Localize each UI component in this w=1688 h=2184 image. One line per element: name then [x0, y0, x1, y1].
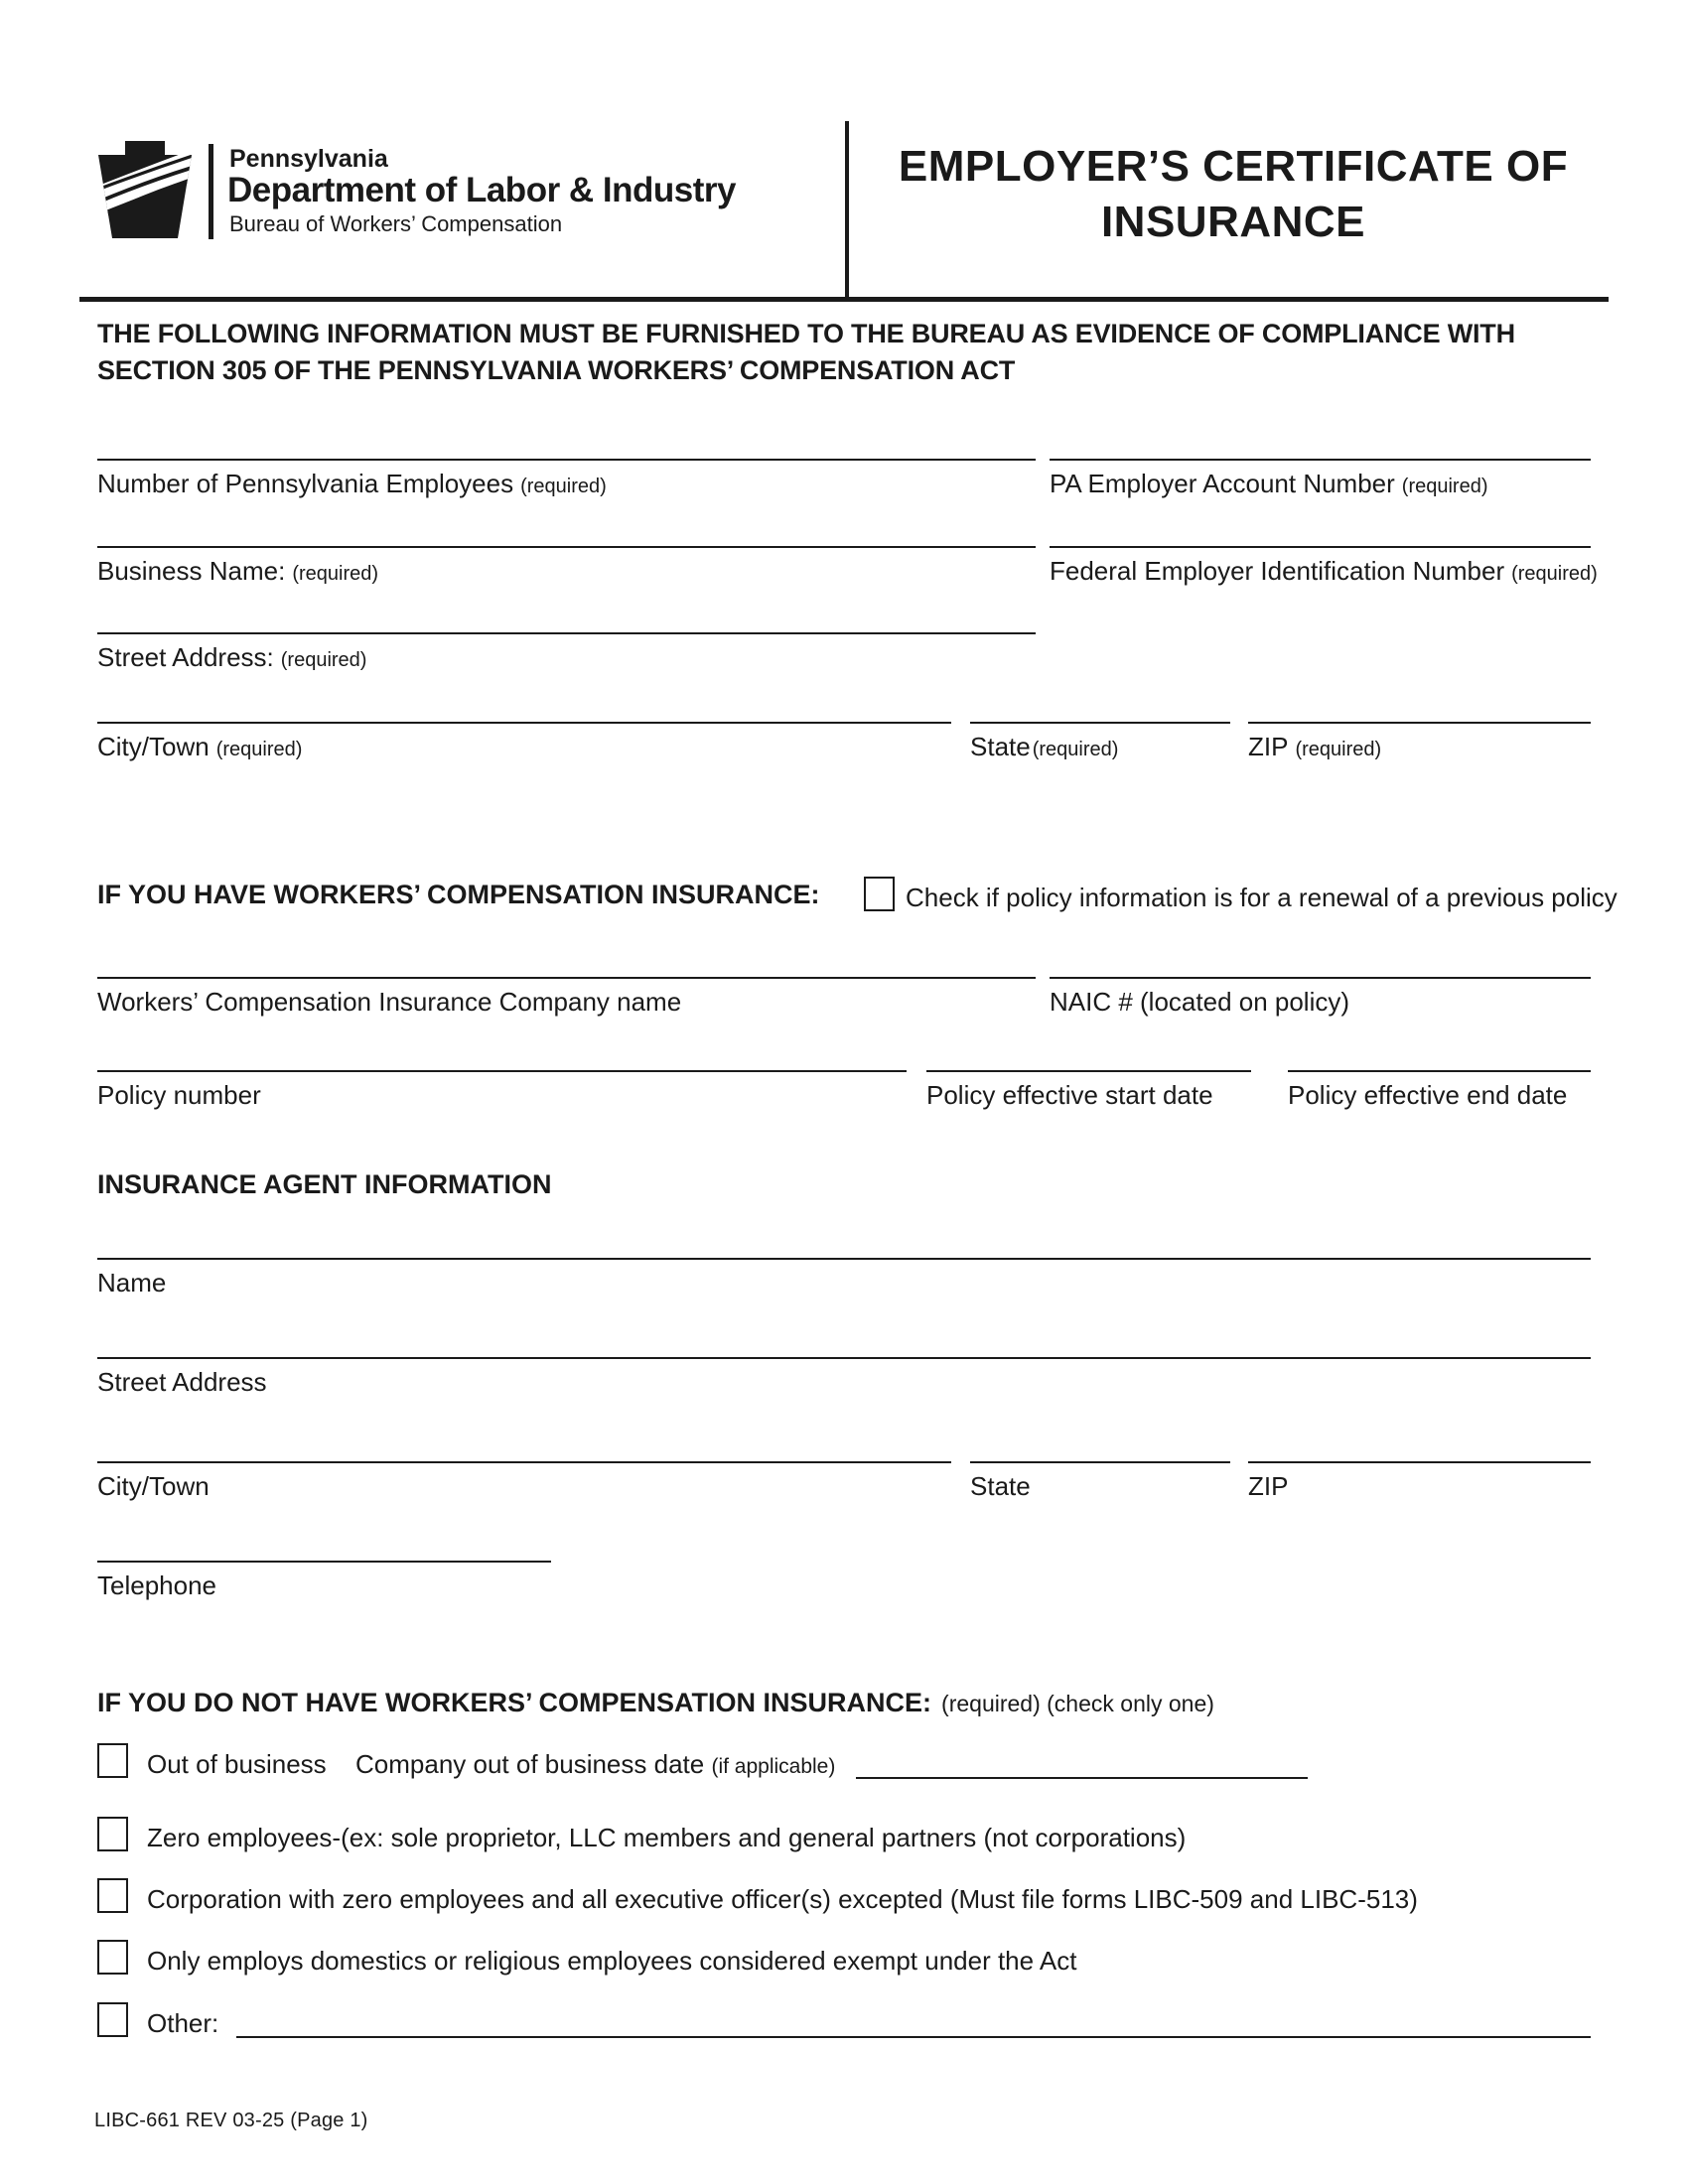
- field-label: Federal Employer Identification Number: [1050, 556, 1505, 586]
- required-note: (required): [1032, 739, 1119, 760]
- required-note: (required): [1511, 563, 1598, 585]
- compliance-statement-line2: SECTION 305 OF THE PENNSYLVANIA WORKERS’ COMPENSATION ACT: [97, 355, 1016, 385]
- section-heading-no-insurance: [97, 1688, 1214, 1718]
- field-number-of-pa-employees[interactable]: [97, 459, 1036, 499]
- field-label: Business Name:: [97, 556, 286, 586]
- field-label: Policy number: [97, 1080, 261, 1110]
- compliance-statement: [97, 316, 1597, 389]
- option-label: Corporation with zero employees and all executive officer(s) excepted (Must file forms LIBC-509 and LIBC-513): [147, 1884, 1418, 1914]
- field-label: State: [970, 1471, 1031, 1501]
- field-label: City/Town: [97, 1471, 210, 1501]
- field-pa-employer-account-number[interactable]: [1050, 459, 1591, 499]
- field-label: State: [970, 732, 1031, 761]
- field-label: Name: [97, 1268, 167, 1297]
- field-label: PA Employer Account Number: [1050, 469, 1395, 498]
- field-label: Policy effective start date: [926, 1080, 1213, 1110]
- field-label: Street Address: [97, 1367, 267, 1397]
- field-zip[interactable]: [1248, 722, 1591, 762]
- field-other-text[interactable]: [236, 2036, 1591, 2038]
- field-agent-city-town[interactable]: [97, 1461, 951, 1502]
- option-row-corporation: [97, 1878, 1591, 1920]
- field-agent-name[interactable]: [97, 1258, 1591, 1298]
- out-of-business-date-label: [355, 1749, 835, 1780]
- option-label: Only employs domestics or religious employees considered exempt under the Act: [147, 1946, 1077, 1976]
- checkbox-domestics-religious[interactable]: [97, 1940, 128, 1975]
- section-heading-note: (required) (check only one): [941, 1691, 1214, 1716]
- field-fein[interactable]: [1050, 546, 1598, 587]
- field-label: Street Address:: [97, 642, 274, 672]
- date-label-note: (if applicable): [711, 1755, 836, 1778]
- logo-department-name: Department of Labor & Industry: [227, 171, 736, 209]
- compliance-statement-line1: THE FOLLOWING INFORMATION MUST BE FURNISHED TO THE BUREAU AS EVIDENCE OF COMPLIANCE WITH: [97, 319, 1515, 348]
- field-agent-street-address[interactable]: [97, 1357, 1591, 1398]
- option-row-other: [97, 2002, 1591, 2044]
- required-note: (required): [1295, 739, 1382, 760]
- field-label: Workers’ Compensation Insurance Company name: [97, 987, 682, 1017]
- option-row-domestics-religious: [97, 1940, 1591, 1981]
- section-heading-text: IF YOU DO NOT HAVE WORKERS’ COMPENSATION INSURANCE:: [97, 1688, 932, 1717]
- section-heading-have-insurance: IF YOU HAVE WORKERS’ COMPENSATION INSURANCE:: [97, 880, 820, 909]
- form-number: LIBC-661 REV 03-25 (Page 1): [94, 2110, 368, 2131]
- field-label: Policy effective end date: [1288, 1080, 1568, 1110]
- header-divider: [845, 121, 849, 298]
- option-row-zero-employees: [97, 1817, 1591, 1858]
- field-label: Telephone: [97, 1570, 216, 1600]
- field-label: City/Town: [97, 732, 210, 761]
- checkbox-zero-employees[interactable]: [97, 1817, 128, 1851]
- option-label: Zero employees-(ex: sole proprietor, LLC members and general partners (not corporations): [147, 1823, 1187, 1852]
- required-note: (required): [280, 649, 367, 671]
- field-label: NAIC # (located on policy): [1050, 987, 1350, 1017]
- checkbox-out-of-business[interactable]: [97, 1743, 128, 1778]
- field-state[interactable]: [970, 722, 1230, 762]
- date-label-text: Company out of business date: [355, 1749, 705, 1779]
- required-note: (required): [520, 476, 607, 497]
- field-label: ZIP: [1248, 732, 1289, 761]
- field-naic-number[interactable]: [1050, 977, 1591, 1018]
- field-out-of-business-date[interactable]: [856, 1777, 1308, 1779]
- header-rule: [79, 297, 1609, 302]
- section-heading-agent-info: INSURANCE AGENT INFORMATION: [97, 1169, 552, 1199]
- required-note: (required): [292, 563, 379, 585]
- logo-bureau-name: Bureau of Workers’ Compensation: [229, 211, 563, 236]
- field-street-address[interactable]: [97, 632, 1036, 673]
- field-agent-telephone[interactable]: [97, 1561, 551, 1601]
- field-label: Number of Pennsylvania Employees: [97, 469, 514, 498]
- field-label: ZIP: [1248, 1471, 1289, 1501]
- checkbox-renewal[interactable]: [864, 877, 895, 911]
- field-policy-number[interactable]: [97, 1070, 907, 1111]
- checkbox-corporation-zero-employees[interactable]: [97, 1878, 128, 1913]
- option-label: Out of business: [147, 1749, 327, 1779]
- field-city-town[interactable]: [97, 722, 951, 762]
- field-policy-start-date[interactable]: [926, 1070, 1251, 1111]
- logo-state-name: Pennsylvania: [229, 145, 388, 173]
- field-agent-zip[interactable]: [1248, 1461, 1591, 1502]
- field-insurance-company-name[interactable]: [97, 977, 1036, 1018]
- required-note: (required): [215, 739, 303, 760]
- field-policy-end-date[interactable]: [1288, 1070, 1591, 1111]
- option-row-out-of-business: [97, 1743, 1591, 1785]
- field-business-name[interactable]: [97, 546, 1036, 587]
- page-title: EMPLOYER’S CERTIFICATE OF INSURANCE: [898, 142, 1569, 246]
- pa-keystone-logo-icon: [95, 140, 195, 239]
- logo-separator-bar: [209, 144, 213, 239]
- field-agent-state[interactable]: [970, 1461, 1230, 1502]
- option-label: Other:: [147, 2008, 219, 2038]
- checkbox-renewal-label: Check if policy information is for a renewal of a previous policy: [906, 883, 1618, 912]
- checkbox-other[interactable]: [97, 2002, 128, 2037]
- required-note: (required): [1401, 476, 1488, 497]
